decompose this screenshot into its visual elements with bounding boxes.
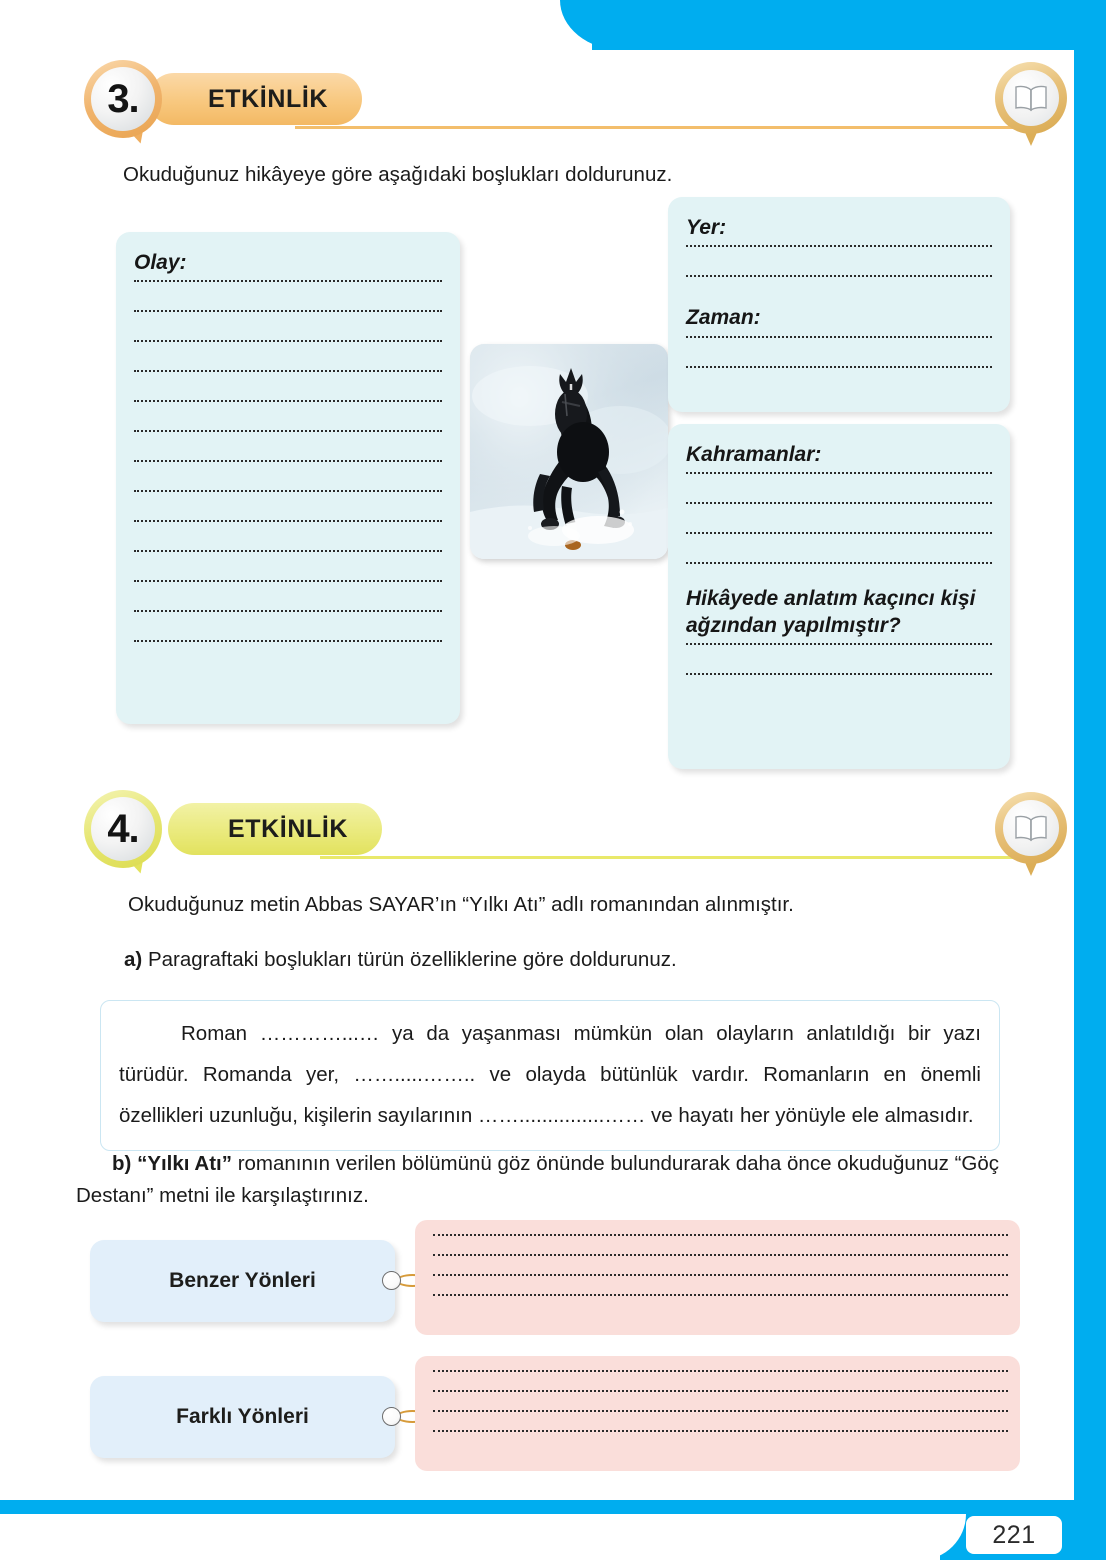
olay-line[interactable]: [134, 340, 442, 342]
narration-line[interactable]: [686, 643, 992, 645]
compare-label-text: Farklı Yönleri: [176, 1405, 309, 1428]
yer-label: Yer:: [686, 216, 727, 239]
connector-knob-left: [382, 1407, 401, 1426]
part-a-prompt: [124, 945, 1004, 975]
zaman-line[interactable]: [686, 366, 992, 368]
activity-4-number: 4.: [91, 797, 155, 861]
part-b-prompt: [76, 1148, 1036, 1212]
compare-label-benzer: [90, 1240, 395, 1322]
olay-line[interactable]: [134, 280, 442, 282]
activity-3-rule: [295, 126, 1040, 129]
activity-3-number: 3.: [91, 67, 155, 131]
para-seg: Roman: [181, 1022, 260, 1045]
kahramanlar-line[interactable]: [686, 532, 992, 534]
olay-line[interactable]: [134, 310, 442, 312]
activity-3-label-pill: [148, 73, 362, 125]
activity-3-header: [0, 60, 1074, 150]
para-seg: ve olayda bütünlük vardır. Romanların en önemli özellikleri uzunluğu, kişilerin sayılarının: [119, 1063, 981, 1127]
activity-4-intro: Okuduğunuz metin Abbas SAYAR’ın “Yılkı Atı” adlı romanından alınmıştır.: [128, 893, 794, 916]
narration-line[interactable]: [686, 673, 992, 675]
olay-answer-box: [116, 232, 460, 724]
benzer-line[interactable]: [433, 1274, 1008, 1276]
activity-4-rule: [320, 856, 1040, 859]
activity-4-number-badge: [84, 790, 176, 882]
olay-label: Olay:: [134, 251, 187, 274]
farkli-line[interactable]: [433, 1370, 1008, 1372]
kahramanlar-label: Kahramanlar:: [686, 443, 822, 466]
benzer-line[interactable]: [433, 1254, 1008, 1256]
part-a-marker: a): [124, 948, 143, 971]
narration-question-label: Hikâyede anlatım kaçıncı kişi ağzından yapılmıştır?: [686, 587, 976, 637]
open-book-icon: [1013, 84, 1049, 112]
page-number: 221: [966, 1516, 1062, 1554]
activity-4-header: [0, 790, 1074, 880]
yer-line[interactable]: [686, 245, 992, 247]
para-seg: ya da yaşanması mümkün olan olayların anlatıldığı bir yazı türüdür. Romanda yer,: [119, 1022, 982, 1086]
olay-line[interactable]: [134, 610, 442, 612]
benzer-line[interactable]: [433, 1234, 1008, 1236]
yer-line[interactable]: [686, 275, 992, 277]
zaman-label: Zaman:: [686, 306, 761, 330]
olay-line[interactable]: [134, 430, 442, 432]
olay-line[interactable]: [134, 400, 442, 402]
compare-label-farkli: [90, 1376, 395, 1458]
blank-3[interactable]: ……...............……: [477, 1104, 646, 1127]
galloping-horse-photo: [470, 344, 668, 559]
farkli-line[interactable]: [433, 1410, 1008, 1412]
kahramanlar-line[interactable]: [686, 472, 992, 474]
olay-line[interactable]: [134, 580, 442, 582]
olay-line[interactable]: [134, 490, 442, 492]
bottom-left-white-block: [0, 1514, 940, 1560]
activity-3-label-text: ETKİNLİK: [208, 84, 329, 113]
compare-answer-benzer: [415, 1220, 1020, 1335]
pin-face: [1003, 70, 1059, 126]
activity-4-label-text: ETKİNLİK: [228, 814, 349, 843]
fill-in-paragraph-box[interactable]: [100, 1000, 1000, 1151]
kahramanlar-line[interactable]: [686, 502, 992, 504]
olay-line[interactable]: [134, 520, 442, 522]
compare-label-text: Benzer Yönleri: [169, 1269, 316, 1292]
olay-line[interactable]: [134, 460, 442, 462]
part-b-prompt-text: romanının verilen bölümünü göz önünde bulundurarak daha önce okuduğunuz “Göç Destanı” metni ile karşılaştırınız.: [76, 1152, 999, 1207]
part-b-marker: b): [112, 1152, 132, 1175]
olay-line[interactable]: [134, 370, 442, 372]
right-blue-strip-decoration: [1074, 0, 1106, 1560]
farkli-line[interactable]: [433, 1390, 1008, 1392]
yer-zaman-answer-box: [668, 197, 1010, 412]
activity-3-number-badge: [84, 60, 176, 152]
compare-answer-farkli: [415, 1356, 1020, 1471]
benzer-line[interactable]: [433, 1294, 1008, 1296]
farkli-line[interactable]: [433, 1430, 1008, 1432]
horse-illustration: [470, 344, 668, 559]
top-blue-band-decoration: [592, 0, 1106, 50]
zaman-line[interactable]: [686, 336, 992, 338]
open-book-icon: [1013, 814, 1049, 842]
olay-line[interactable]: [134, 640, 442, 642]
kahramanlar-line[interactable]: [686, 562, 992, 564]
activity-3-instruction: Okuduğunuz hikâyeye göre aşağıdaki boşlukları doldurunuz.: [123, 163, 673, 186]
connector-knob-left: [382, 1271, 401, 1290]
para-seg: ve hayatı her yönüyle ele almasıdır.: [645, 1104, 974, 1127]
book-pin-icon: [995, 792, 1071, 882]
part-a-prompt-text: Paragraftaki boşlukları türün özelliklerine göre doldurunuz.: [147, 948, 677, 971]
blank-2[interactable]: …….....……..: [353, 1063, 476, 1086]
kahramanlar-answer-box: [668, 424, 1010, 769]
book-pin-icon: [995, 62, 1071, 152]
part-b-quoted-title: “Yılkı Atı”: [137, 1152, 232, 1175]
pin-face: [1003, 800, 1059, 856]
activity-4-label-pill: [168, 803, 382, 855]
olay-line[interactable]: [134, 550, 442, 552]
blank-1[interactable]: …………...…: [259, 1022, 380, 1045]
